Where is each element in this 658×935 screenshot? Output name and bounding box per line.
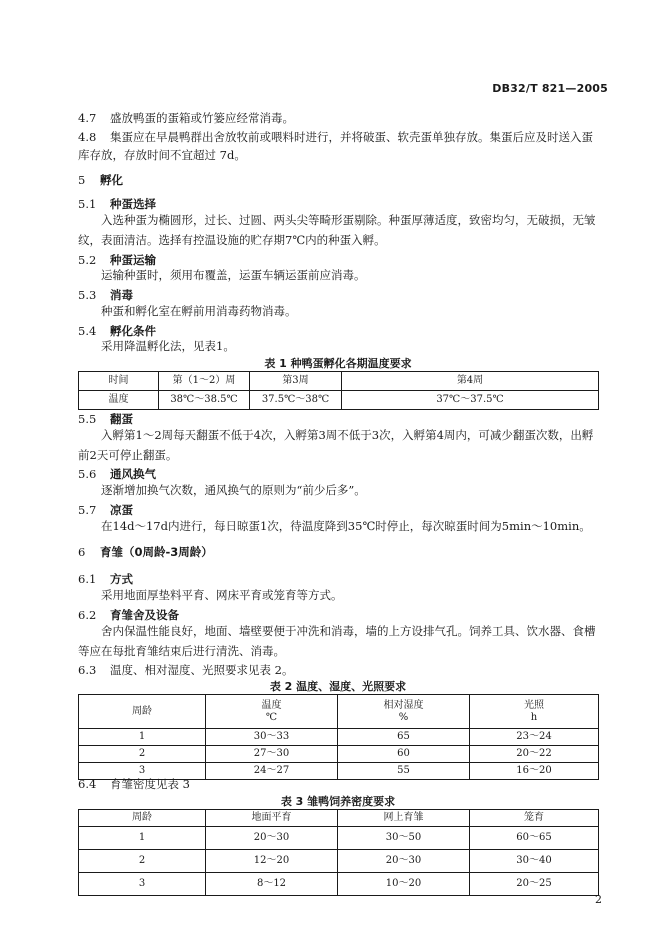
section-title: 翻蛋 — [110, 412, 133, 426]
section-6-heading — [78, 544, 213, 560]
section-number: 5.1 — [78, 197, 97, 211]
section-title: 通风换气 — [110, 467, 156, 481]
table-cell: 12～20 — [206, 850, 338, 873]
header-label: 相对湿度 — [383, 699, 424, 711]
table-cell: 2 — [79, 850, 206, 873]
table-cell: 第3周 — [250, 372, 342, 391]
header-label: 周龄 — [132, 705, 152, 717]
section-title: 孵化 — [100, 173, 123, 187]
table-row — [79, 746, 599, 763]
section-text: 温度、相对湿度、光照要求见表 2。 — [110, 663, 294, 677]
table-cell: 1 — [79, 827, 206, 850]
section-title: 方式 — [110, 572, 133, 586]
header-unit: ℃ — [265, 711, 278, 723]
table-header-cell: 网上育雏 — [338, 810, 470, 827]
section-text: 育雏密度见表 3 — [110, 777, 190, 791]
table-1-caption: 表 1 种鸭蛋孵化各期温度要求 — [264, 357, 412, 370]
table-3-caption: 表 3 雏鸭饲养密度要求 — [280, 795, 396, 808]
table-header-cell: 周龄 — [79, 810, 206, 827]
section-number: 6.2 — [78, 608, 97, 622]
table-cell: 37.5℃～38℃ — [250, 391, 342, 410]
clause-4-8-cont: 库存放，存放时间不宜超过 7d。 — [78, 148, 246, 162]
table-cell: 第4周 — [342, 372, 599, 391]
table-cell: 37℃～37.5℃ — [342, 391, 599, 410]
section-6-1-text: 采用地面厚垫料平育、网床平育或笼育等方式。 — [101, 588, 343, 602]
section-number: 5 — [78, 173, 86, 187]
section-6-4-line — [78, 776, 190, 792]
standard-code: DB32/T 821—2005 — [492, 82, 608, 95]
table-cell: 2 — [79, 746, 206, 763]
table-row — [79, 729, 599, 746]
table-cell: 20～30 — [338, 850, 470, 873]
section-title: 种蛋运输 — [110, 253, 156, 267]
table-row — [79, 873, 599, 896]
header-label: 光照 — [524, 699, 544, 711]
section-5-6-text: 逐渐增加换气次数，通风换气的原则为“前少后多”。 — [101, 483, 366, 497]
section-number: 5.6 — [78, 467, 97, 481]
table-cell: 时间 — [79, 372, 159, 391]
section-title: 消毒 — [110, 288, 133, 302]
section-number: 5.3 — [78, 288, 97, 302]
table-3 — [78, 809, 599, 896]
section-number: 6 — [78, 545, 86, 559]
table-cell: 27～30 — [206, 746, 338, 763]
table-header-cell: 笼育 — [470, 810, 599, 827]
table-1 — [78, 371, 599, 410]
table-row — [79, 850, 599, 873]
table-cell: 60～65 — [470, 827, 599, 850]
table-header-cell: 地面平育 — [206, 810, 338, 827]
clause-4-8 — [78, 129, 593, 145]
table-cell: 20～25 — [470, 873, 599, 896]
section-number: 5.5 — [78, 412, 97, 426]
section-title: 凉蛋 — [110, 503, 133, 517]
table-cell: 30～50 — [338, 827, 470, 850]
section-5-4-text: 采用降温孵化法，见表1。 — [101, 339, 235, 353]
clause-4-7 — [78, 110, 294, 126]
header-unit: h — [530, 711, 538, 723]
section-number: 6.3 — [78, 663, 97, 677]
table-cell: 8～12 — [206, 873, 338, 896]
table-cell: 温度 — [79, 391, 159, 410]
section-5-heading — [78, 172, 123, 188]
table-cell: 24～27 — [206, 763, 338, 780]
clause-text-line1: 集蛋应在早晨鸭群出舍放牧前或喂料时进行，并将破蛋、软壳蛋单独存放。集蛋后应及时送入蛋 — [110, 130, 593, 144]
section-5-5-text: 入孵第1～2周每天翻蛋不低于4次，入孵第3周不低于3次，入孵第4周内，可减少翻蛋次数，出孵前2天可停止翻蛋。 — [78, 428, 594, 462]
table-header-row — [79, 695, 599, 729]
table-cell: 60 — [338, 746, 470, 763]
table-header-cell — [338, 695, 470, 729]
table-row — [79, 391, 599, 410]
section-6-2-text: 舍内保温性能良好，地面、墙壁要便于冲洗和消毒，墙的上方设排气孔。饲养工具、饮水器、食槽等应在每批育雏结束后进行清洗、消毒。 — [78, 624, 596, 658]
table-cell: 20～22 — [470, 746, 599, 763]
table-cell: 10～20 — [338, 873, 470, 896]
table-header-row — [79, 810, 599, 827]
table-2 — [78, 694, 599, 780]
section-5-7-text: 在14d～17d内进行，每日晾蛋1次，待温度降到35℃时停止，每次晾蛋时间为5min～10min。 — [101, 519, 591, 533]
section-title: 育雏舍及设备 — [110, 608, 179, 622]
table-cell: 第（1～2）周 — [159, 372, 250, 391]
section-number: 6.1 — [78, 572, 97, 586]
table-cell: 55 — [338, 763, 470, 780]
clause-text: 盛放鸭蛋的蛋箱或竹篓应经常消毒。 — [110, 111, 294, 125]
table-cell: 23～24 — [470, 729, 599, 746]
table-cell: 3 — [79, 763, 206, 780]
section-6-3-line — [78, 662, 293, 678]
table-cell: 38℃～38.5℃ — [159, 391, 250, 410]
section-number: 5.7 — [78, 503, 97, 517]
table-header-cell — [470, 695, 599, 729]
section-5-1-text: 入选种蛋为椭圆形，过长、过圆、两头尖等畸形蛋剔除。种蛋厚薄适度，致密均匀，无破损，无皱纹，表面清洁。选择有控温设施的贮存期7℃内的种蛋入孵。 — [78, 213, 596, 247]
header-unit: % — [398, 711, 409, 723]
table-cell: 16～20 — [470, 763, 599, 780]
table-2-caption: 表 2 温度、湿度、光照要求 — [269, 680, 407, 693]
header-label: 温度 — [261, 699, 282, 711]
clause-number: 4.7 — [78, 111, 97, 125]
page-number: 2 — [595, 893, 602, 906]
table-cell: 30～33 — [206, 729, 338, 746]
section-5-3-text: 种蛋和孵化室在孵前用消毒药物消毒。 — [101, 304, 297, 318]
table-cell: 3 — [79, 873, 206, 896]
clause-number: 4.8 — [78, 130, 97, 144]
section-title: 种蛋选择 — [110, 197, 156, 211]
table-row — [79, 372, 599, 391]
section-number: 5.2 — [78, 253, 97, 267]
table-row — [79, 827, 599, 850]
table-header-cell — [79, 695, 206, 729]
section-title: 孵化条件 — [110, 324, 156, 338]
section-title: 育雏（0周龄-3周龄） — [100, 545, 213, 559]
table-cell: 1 — [79, 729, 206, 746]
table-cell: 30～40 — [470, 850, 599, 873]
section-number: 6.4 — [78, 777, 97, 791]
table-cell: 20～30 — [206, 827, 338, 850]
table-cell: 65 — [338, 729, 470, 746]
section-5-2-text: 运输种蛋时，须用布覆盖，运蛋车辆运蛋前应消毒。 — [101, 268, 366, 282]
table-header-cell — [206, 695, 338, 729]
section-number: 5.4 — [78, 324, 97, 338]
